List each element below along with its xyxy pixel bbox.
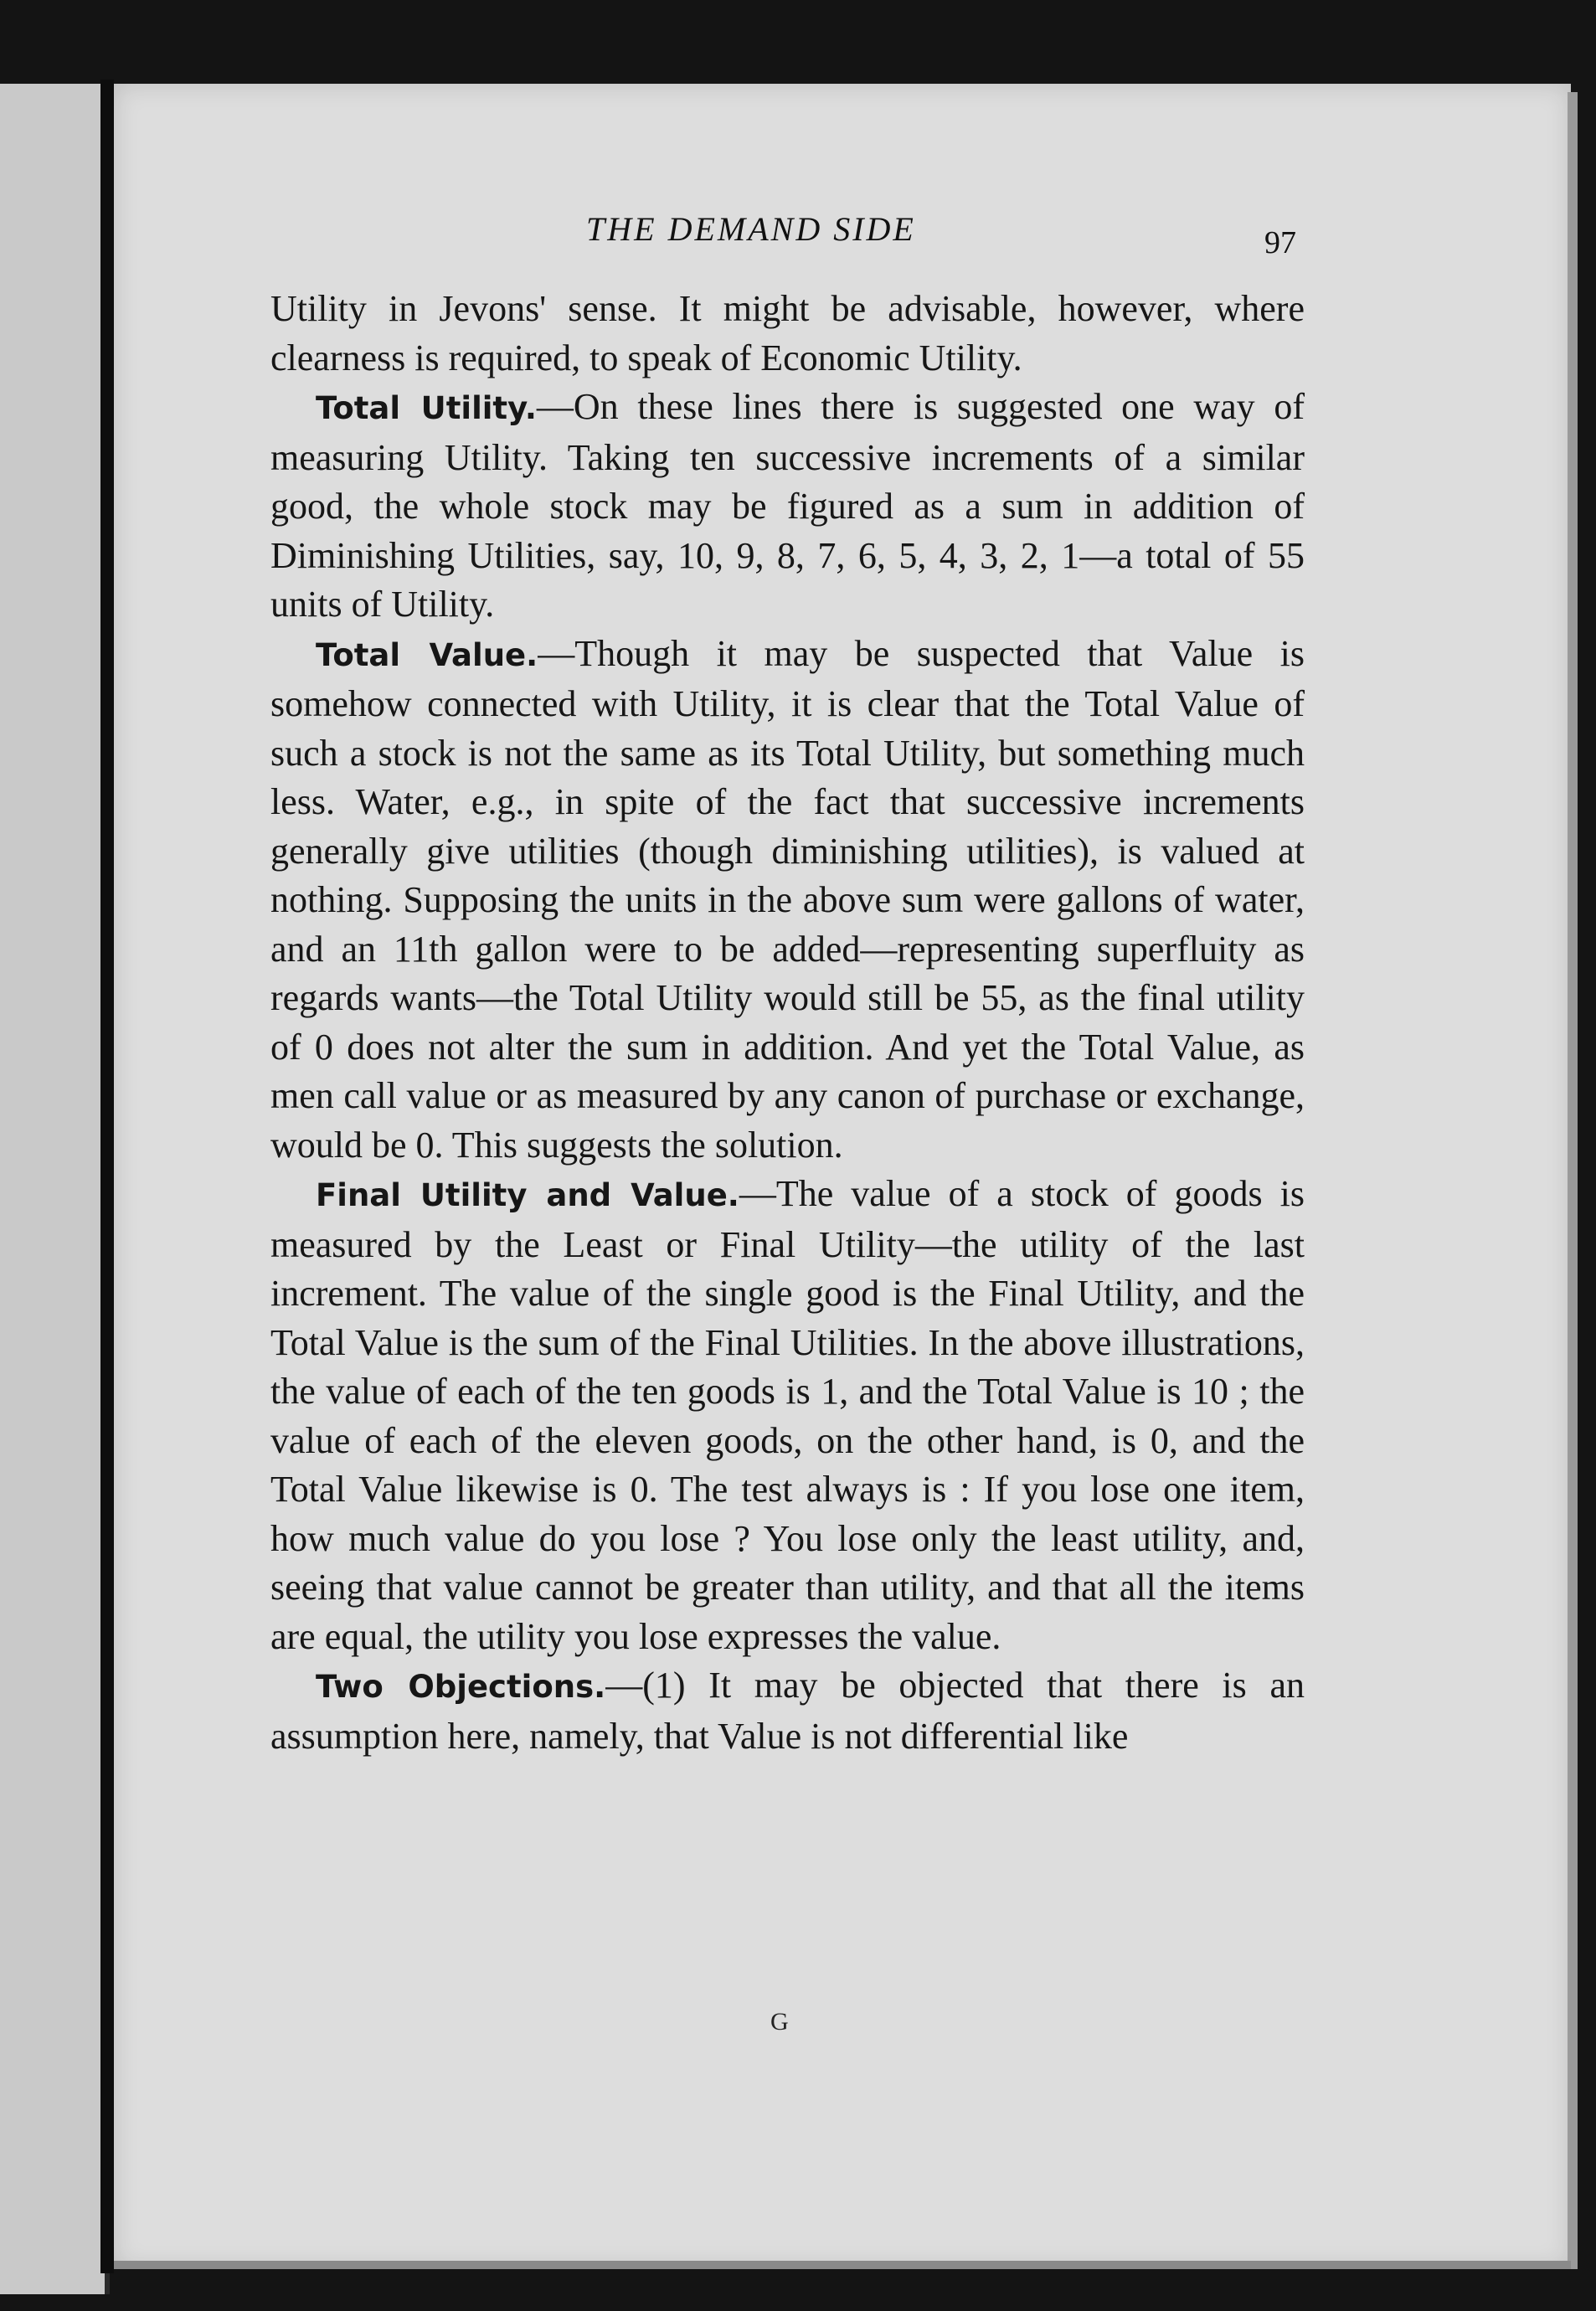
section-heading-total-utility: Total Utility.	[316, 390, 537, 426]
paragraph-total-utility	[270, 383, 1305, 630]
section-heading-total-value: Total Value.	[316, 636, 538, 673]
section-heading-two-objections: Two Objections.	[316, 1669, 606, 1705]
page-edge-right	[1568, 92, 1578, 2269]
paragraph-continued	[270, 285, 1305, 383]
paragraph-text: —(1) It may be objected that there is an assumption here, namely, that Value is not differential like	[270, 1665, 1305, 1757]
book-spine	[100, 80, 114, 2273]
paragraph-text: Utility in Jevons' sense. It might be advisable, however, where clearness is required, to speak of Economic Utility.	[270, 288, 1305, 378]
body-text	[270, 285, 1305, 1761]
paragraph-text: —Though it may be suspected that Value is somehow connected with Utility, it is clear that the Total Value of such a stock is not the same as its Total Utility, but something much less. Water, e.g., in spite of the fact that successive increments generally give utilities (though diminishing utilities), is valued at nothing. Supposing the units in the above sum were gallons of water, and an 11th gallon were to be added—representing superfluity as regards wants—the Total Utility would still be 55, as the final utility of 0 does not alter the sum in addition. And yet the Total Value, as men call value or as measured by any canon of purchase or exchange, would be 0. This suggests the solution.	[270, 632, 1305, 1166]
paragraph-two-objections	[270, 1661, 1305, 1761]
running-head: THE DEMAND SIDE	[586, 210, 916, 248]
paragraph-text: —On these lines there is suggested one way of measuring Utility. Taking ten successive increments of a similar good, the whole stock may be figured as a sum in addition of Diminishing Utilities, say, 10, 9, 8, 7, 6, 5, 4, 3, 2, 1—a total of 55 units of Utility.	[270, 386, 1305, 625]
paragraph-text: —The value of a stock of goods is measured by the Least or Final Utility—the utility of the last increment. The value of the single good is the Final Utility, and the Total Value is the sum of the Final Utilities. In the above illustrations, the value of each of the ten goods is 1, and the Total Value is 10 ; the value of each of the eleven goods, on the other hand, is 0, and the Total Value likewise is 0. The test always is : If you lose one item, how much value do you lose ? You lose only the least utility, and, seeing that value cannot be greater than utility, and that all the items are equal, the utility you lose expresses the value.	[270, 1173, 1305, 1657]
section-heading-final-utility: Final Utility and Value.	[316, 1177, 739, 1213]
facing-page-edge	[0, 84, 110, 2294]
signature-mark: G	[770, 2008, 789, 2036]
paragraph-total-value	[270, 630, 1305, 1171]
paragraph-final-utility	[270, 1170, 1305, 1661]
page-number: 97	[1264, 225, 1296, 260]
page-edge-bottom	[114, 2261, 1571, 2269]
